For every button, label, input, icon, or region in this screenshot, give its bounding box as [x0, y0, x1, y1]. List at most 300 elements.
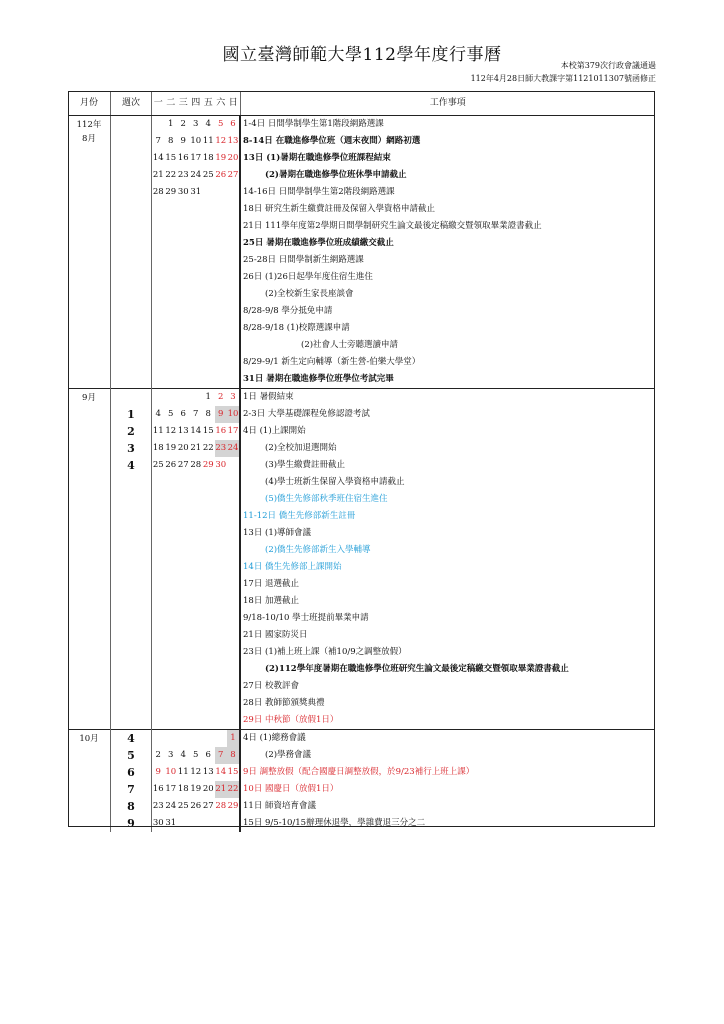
day-cell: [165, 337, 178, 354]
day-cell: [190, 491, 203, 508]
event-text: 28日 教師節頒獎典禮: [243, 698, 325, 708]
week-number: [111, 474, 152, 491]
day-cell: [227, 542, 240, 559]
day-cell: [202, 695, 215, 712]
event-text: 25-28日 日間學制新生網路選課: [243, 255, 364, 265]
event-text: (2)學務會議: [265, 750, 312, 760]
day-cell: [215, 508, 228, 525]
day-cell: [202, 286, 215, 303]
day-cell: [227, 593, 240, 610]
day-cell: [215, 371, 228, 389]
day-cell: [177, 235, 190, 252]
day-cell: 11: [177, 767, 189, 777]
day-cell: 30: [177, 187, 189, 197]
day-cell: [202, 593, 215, 610]
day-cell: [227, 303, 240, 320]
day-cell: [190, 712, 203, 730]
calendar-row: [68, 235, 655, 252]
day-cell: [215, 337, 228, 354]
day-cell: [152, 491, 165, 508]
day-cell: 7: [155, 136, 161, 146]
day-cell: [215, 525, 228, 542]
day-cell: [177, 576, 190, 593]
header-day-thu: 四: [190, 91, 203, 116]
event-text: 31日 暑期在職進修學位班學位考試完畢: [243, 374, 394, 384]
day-cell: 26: [165, 460, 177, 470]
day-cell: 3: [190, 116, 203, 134]
day-cell: [177, 201, 190, 218]
calendar-row: [68, 116, 655, 134]
header-events: 工作事項: [240, 91, 655, 116]
day-cell: [177, 815, 190, 832]
day-cell: [177, 593, 190, 610]
day-cell: [215, 730, 228, 748]
header-day-sat: 六: [215, 91, 228, 116]
day-cell: [227, 184, 240, 201]
day-cell: [215, 593, 228, 610]
week-number: [111, 371, 152, 389]
week-number: [111, 491, 152, 508]
day-cell: [152, 730, 165, 748]
calendar-row: [68, 815, 655, 832]
week-number: [111, 150, 152, 167]
day-cell: 25: [177, 801, 189, 811]
calendar-row: [68, 695, 655, 712]
calendar-row: [68, 406, 655, 423]
event-text: 8/28-9/18 (1)校際選課申請: [243, 323, 350, 333]
calendar-row: [68, 542, 655, 559]
day-cell: [152, 218, 165, 235]
day-cell: [227, 252, 240, 269]
event-text: 18日 研究生新生繳費註冊及保留入學資格申請截止: [243, 204, 436, 214]
day-cell: [177, 610, 190, 627]
day-cell: [177, 337, 190, 354]
day-cell: [202, 661, 215, 678]
day-cell: [190, 644, 203, 661]
day-cell: [202, 678, 215, 695]
day-cell: 25: [152, 460, 164, 470]
day-cell: 24: [165, 801, 177, 811]
day-cell: [177, 218, 190, 235]
day-cell: [152, 576, 165, 593]
day-cell: [227, 235, 240, 252]
day-cell: [202, 252, 215, 269]
header-day-fri: 五: [202, 91, 215, 116]
day-cell: [190, 354, 203, 371]
day-cell: [202, 235, 215, 252]
day-cell: 27: [177, 460, 189, 470]
calendar-row: [68, 320, 655, 337]
day-cell: [165, 474, 178, 491]
day-cell: [215, 542, 228, 559]
day-cell: 2: [215, 389, 228, 407]
day-cell: 28: [190, 460, 202, 470]
day-cell: [177, 303, 190, 320]
week-number: 3: [111, 440, 152, 457]
day-cell: [227, 201, 240, 218]
day-cell: [215, 815, 228, 832]
day-cell: [165, 491, 178, 508]
day-cell: 29: [165, 187, 177, 197]
day-cell: 6: [227, 116, 240, 134]
day-cell: [227, 320, 240, 337]
event-text: 26日 (1)26日起學年度住宿生進住: [243, 272, 373, 282]
day-cell: 27: [227, 167, 240, 184]
day-cell: 11: [152, 426, 164, 436]
day-cell: [215, 286, 228, 303]
day-cell: [190, 542, 203, 559]
day-cell: [202, 303, 215, 320]
day-cell: [190, 252, 203, 269]
week-number: [111, 508, 152, 525]
day-cell: 8: [205, 409, 211, 419]
day-cell: [165, 201, 178, 218]
calendar-row: [68, 678, 655, 695]
day-cell: [190, 337, 203, 354]
day-cell: 1: [165, 116, 178, 134]
week-number: 4: [111, 457, 152, 474]
day-cell: 21: [152, 170, 164, 180]
day-cell: [177, 559, 190, 576]
week-number: 7: [111, 781, 152, 798]
day-cell: [190, 610, 203, 627]
day-cell: [177, 252, 190, 269]
day-cell: [152, 610, 165, 627]
day-cell: [152, 644, 165, 661]
day-cell: 9: [180, 136, 186, 146]
day-cell: [215, 303, 228, 320]
week-number: [111, 389, 152, 407]
day-cell: 2: [155, 750, 161, 760]
calendar-row: [68, 747, 655, 764]
day-cell: [215, 559, 228, 576]
calendar-row: [68, 201, 655, 218]
week-number: [111, 678, 152, 695]
calendar-row: [68, 150, 655, 167]
day-cell: [152, 627, 165, 644]
event-text: 29日 中秋節（放假1日）: [243, 715, 339, 725]
event-text: (5)僑生先修部秋季班住宿生進住: [265, 494, 388, 504]
week-number: [111, 559, 152, 576]
day-cell: [165, 269, 178, 286]
day-cell: 17: [190, 153, 202, 163]
day-cell: 5: [168, 409, 174, 419]
calendar-row: [68, 440, 655, 457]
day-cell: 27: [202, 801, 214, 811]
day-cell: [152, 371, 165, 389]
day-cell: [152, 303, 165, 320]
day-cell: [190, 508, 203, 525]
calendar-row: [68, 133, 655, 150]
day-cell: [190, 303, 203, 320]
day-cell: [165, 695, 178, 712]
week-number: 9: [111, 815, 152, 832]
day-cell: [190, 661, 203, 678]
day-cell: [190, 815, 203, 832]
week-number: [111, 167, 152, 184]
day-cell: [177, 644, 190, 661]
event-text: 1-4日 日間學制學生第1階段網路選課: [240, 116, 655, 134]
day-cell: 10: [227, 406, 240, 423]
day-cell: [202, 610, 215, 627]
day-cell: [215, 201, 228, 218]
day-cell: 29: [202, 460, 214, 470]
month-label: 112年 8月: [68, 116, 111, 389]
approval-note: 本校第379次行政會議通過: [560, 61, 656, 70]
calendar-row: [68, 389, 655, 407]
week-number: [111, 661, 152, 678]
day-cell: [152, 389, 165, 407]
calendar-row: [68, 303, 655, 320]
event-text: (2)暑期在職進修學位班休學申請截止: [265, 170, 407, 180]
day-cell: 15: [202, 426, 214, 436]
day-cell: [165, 542, 178, 559]
week-number: 8: [111, 798, 152, 815]
day-cell: 14: [190, 426, 202, 436]
day-cell: 2: [177, 116, 190, 134]
day-cell: [227, 661, 240, 678]
day-cell: 25: [202, 170, 214, 180]
day-cell: [165, 525, 178, 542]
day-cell: [177, 320, 190, 337]
week-number: [111, 610, 152, 627]
day-cell: [152, 712, 165, 730]
week-number: 4: [111, 730, 152, 748]
day-cell: 9: [155, 767, 161, 777]
day-cell: 5: [193, 750, 199, 760]
day-cell: [165, 678, 178, 695]
event-text: (2)全校新生家長座談會: [265, 289, 354, 299]
day-cell: [190, 286, 203, 303]
event-text: 13日 (1)暑期在職進修學位班課程結束: [243, 153, 391, 163]
day-cell: [152, 559, 165, 576]
week-number: [111, 525, 152, 542]
day-cell: 12: [165, 426, 177, 436]
day-cell: [202, 644, 215, 661]
event-text: 13日 (1)導師會議: [243, 528, 312, 538]
calendar-body: [68, 116, 655, 833]
event-text: 27日 校教評會: [243, 681, 300, 691]
day-cell: 15: [165, 153, 177, 163]
day-cell: [202, 474, 215, 491]
event-text: 17日 退選截止: [243, 579, 300, 589]
header-day-mon: 一: [152, 91, 165, 116]
day-cell: [152, 474, 165, 491]
day-cell: 30: [215, 460, 227, 470]
day-cell: [227, 371, 240, 389]
calendar-row: [68, 354, 655, 371]
day-cell: [190, 730, 203, 748]
week-number: [111, 593, 152, 610]
week-number: [111, 184, 152, 201]
day-cell: 21: [190, 443, 202, 453]
day-cell: 15: [227, 764, 240, 781]
event-text: 15日 9/5-10/15辦理休退學，學雜費退三分之二: [243, 818, 426, 828]
day-cell: [227, 525, 240, 542]
day-cell: [190, 593, 203, 610]
day-cell: [190, 235, 203, 252]
day-cell: 21: [215, 781, 228, 798]
calendar-row: [68, 337, 655, 354]
day-cell: [190, 627, 203, 644]
day-cell: [227, 457, 240, 474]
day-cell: 6: [180, 409, 186, 419]
day-cell: 26: [215, 170, 227, 180]
day-cell: [190, 389, 203, 407]
calendar-row: [68, 218, 655, 235]
day-cell: [227, 218, 240, 235]
day-cell: [165, 559, 178, 576]
day-cell: [227, 508, 240, 525]
day-cell: 12: [215, 136, 227, 146]
day-cell: 28: [215, 801, 227, 811]
day-cell: [165, 320, 178, 337]
day-cell: [177, 678, 190, 695]
day-cell: [202, 320, 215, 337]
day-cell: [215, 184, 228, 201]
day-cell: [202, 627, 215, 644]
day-cell: 12: [190, 767, 202, 777]
day-cell: 6: [205, 750, 211, 760]
day-cell: [227, 610, 240, 627]
day-cell: [152, 320, 165, 337]
week-number: [111, 286, 152, 303]
day-cell: [215, 678, 228, 695]
day-cell: [165, 627, 178, 644]
day-cell: 24: [227, 440, 240, 457]
week-number: [111, 542, 152, 559]
day-cell: 16: [215, 426, 227, 436]
week-number: [111, 269, 152, 286]
calendar-row: [68, 184, 655, 201]
day-cell: 23: [215, 440, 228, 457]
day-cell: [190, 678, 203, 695]
calendar-row: [68, 525, 655, 542]
day-cell: 5: [215, 116, 228, 134]
day-cell: [190, 218, 203, 235]
day-cell: [227, 712, 240, 730]
week-number: [111, 337, 152, 354]
day-cell: [152, 252, 165, 269]
event-text: 21日 國家防災日: [243, 630, 308, 640]
event-text: 8-14日 在職進修學位班（週末夜間）網路初選: [243, 136, 421, 146]
week-number: [111, 218, 152, 235]
calendar-row: [68, 474, 655, 491]
day-cell: [190, 269, 203, 286]
event-text: 10日 國慶日（放假1日）: [243, 784, 339, 794]
event-text: 25日 暑期在職進修學位班成績繳交截止: [243, 238, 394, 248]
day-cell: [152, 286, 165, 303]
day-cell: [177, 508, 190, 525]
event-text: (3)學生繳費註冊截止: [265, 460, 346, 470]
event-text: 8/28-9/8 學分抵免申請: [243, 306, 333, 316]
day-cell: [202, 730, 215, 748]
week-number: 2: [111, 423, 152, 440]
calendar-row: [68, 781, 655, 798]
calendar-row: [68, 593, 655, 610]
day-cell: [177, 661, 190, 678]
day-cell: [177, 627, 190, 644]
day-cell: [227, 678, 240, 695]
header-day-sun: 日: [227, 91, 240, 116]
day-cell: [165, 712, 178, 730]
calendar-row: [68, 269, 655, 286]
day-cell: [227, 491, 240, 508]
day-cell: [215, 610, 228, 627]
day-cell: [177, 525, 190, 542]
day-cell: [165, 730, 178, 748]
calendar-row: [68, 764, 655, 781]
day-cell: [152, 354, 165, 371]
day-cell: [190, 320, 203, 337]
day-cell: 7: [215, 747, 228, 764]
day-cell: [227, 644, 240, 661]
event-text: 9日 調整放假（配合國慶日調整放假，於9/23補行上班上課）: [243, 767, 475, 777]
event-text: 18日 加選截止: [243, 596, 300, 606]
week-number: [111, 644, 152, 661]
event-text: 21日 111學年度第2學期日間學制研究生論文最後定稿繳交暨領取畢業證書截止: [243, 221, 542, 231]
header-month: 月份: [68, 91, 111, 116]
day-cell: [177, 695, 190, 712]
calendar-row: [68, 610, 655, 627]
event-text: 4日 (1)上課開始: [243, 426, 306, 436]
event-text: 2-3日 大學基礎課程免修認證考試: [243, 409, 370, 419]
event-text: (2)全校加退選開始: [265, 443, 337, 453]
day-cell: [190, 474, 203, 491]
day-cell: [215, 320, 228, 337]
week-number: [111, 235, 152, 252]
calendar-row: [68, 559, 655, 576]
day-cell: 22: [227, 781, 240, 798]
day-cell: [165, 661, 178, 678]
day-cell: [202, 184, 215, 201]
day-cell: 13: [177, 426, 189, 436]
day-cell: [227, 269, 240, 286]
event-text: (2)僑生先修部新生入學輔導: [265, 545, 371, 555]
day-cell: 20: [177, 443, 189, 453]
header-row: [68, 91, 655, 116]
day-cell: 18: [152, 443, 164, 453]
event-text: 9/18-10/10 學士班提前畢業申請: [243, 613, 369, 623]
calendar-row: [68, 576, 655, 593]
day-cell: [177, 542, 190, 559]
day-cell: [227, 474, 240, 491]
day-cell: [165, 252, 178, 269]
day-cell: [202, 201, 215, 218]
day-cell: [227, 695, 240, 712]
day-cell: [190, 371, 203, 389]
event-text: 14日 僑生先修部上課開始: [243, 562, 342, 572]
day-cell: [177, 491, 190, 508]
day-cell: [202, 576, 215, 593]
day-cell: 4: [202, 116, 215, 134]
week-number: [111, 576, 152, 593]
day-cell: [215, 576, 228, 593]
day-cell: 23: [152, 801, 164, 811]
calendar-table: [68, 91, 655, 832]
day-cell: 4: [180, 750, 186, 760]
week-number: [111, 695, 152, 712]
day-cell: [177, 712, 190, 730]
day-cell: [165, 389, 178, 407]
day-cell: [215, 252, 228, 269]
day-cell: 16: [152, 784, 164, 794]
day-cell: [202, 508, 215, 525]
day-cell: 23: [177, 170, 189, 180]
event-text: 4日 (1)總務會議: [240, 730, 655, 748]
calendar-row: [68, 508, 655, 525]
day-cell: [227, 576, 240, 593]
